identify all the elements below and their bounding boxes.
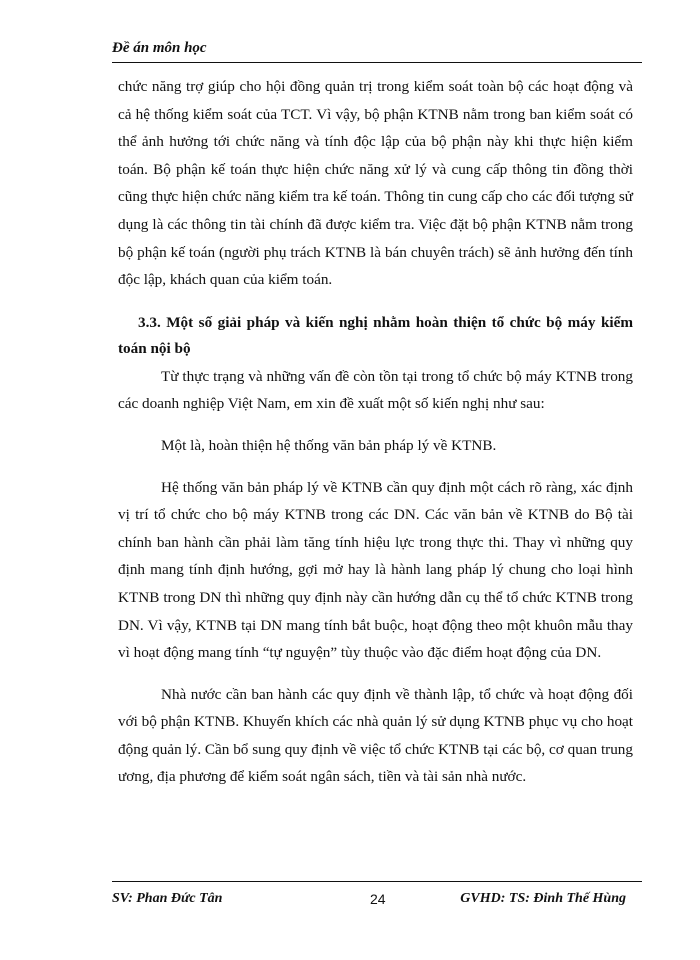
page-header (112, 38, 642, 63)
paragraph-3: Một là, hoàn thiện hệ thống văn bản pháp lý về KTNB. (161, 436, 497, 454)
document-body (118, 73, 633, 791)
page-footer (112, 881, 642, 908)
page-number: 24 (370, 891, 386, 907)
paragraph-4: Hệ thống văn bản pháp lý về KTNB cần quy định một cách rõ ràng, xác định vị trí tổ chức cho bộ máy KTNB trong các DN. Các văn bản về KTNB do Bộ tài chính ban hành cần phải làm tăng tính hiệu lực trong thực thi. Thay vì những quy định mang tính định hướng, gợi mở hay là hành lang pháp lý chung cho loại hình KTNB trong DN thì những quy định này cần hướng dẫn cụ thể tổ chức KTNB trong DN. Vì vậy, KTNB tại DN mang tính bắt buộc, hoạt động theo một khuôn mẫu thay vì hoạt động mang tính “tự nguyện” tùy thuộc vào đặc điểm hoạt động của DN. (118, 478, 633, 662)
paragraph-5: Nhà nước cần ban hành các quy định về thành lập, tổ chức và hoạt động đối với bộ phận KTNB. Khuyến khích các nhà quản lý sử dụng KTNB phục vụ cho hoạt động quản lý. Cần bổ sung quy định về việc tổ chức KTNB tại các bộ, cơ quan trung ương, địa phương để kiểm soát ngân sách, tiền và tài sản nhà nước. (118, 685, 633, 786)
footer-advisor: GVHD: TS: Đinh Thế Hùng (460, 891, 626, 906)
paragraph-2: Từ thực trạng và những vấn đề còn tồn tại trong tổ chức bộ máy KTNB trong các doanh nghiệp Việt Nam, em xin đề xuất một số kiến nghị như sau: (118, 367, 633, 413)
header-title: Đề án môn học (112, 40, 207, 56)
section-heading: 3.3. Một số giải pháp và kiến nghị nhằm hoàn thiện tổ chức bộ máy kiểm toán nội bộ (118, 313, 633, 358)
footer-student: SV: Phan Đức Tân (112, 891, 223, 906)
paragraph-1: chức năng trợ giúp cho hội đồng quản trị trong kiểm soát toàn bộ các hoạt động và cả hệ thống kiểm soát của TCT. Vì vậy, bộ phận KTNB nằm trong ban kiểm soát có thể ảnh hưởng tới chức năng và tính độc lập của bộ phận này khi thực hiện kiểm toán. Bộ phận kế toán thực hiện chức năng xử lý và cung cấp thông tin đồng thời cũng thực hiện chức năng kiểm tra kế toán. Thông tin cung cấp cho các đối tượng sử dụng là các thông tin tài chính đã được kiểm tra. Việc đặt bộ phận KTNB nằm trong bộ phận kế toán (người phụ trách KTNB là bán chuyên trách) sẽ ảnh hưởng đến tính độc lập, khách quan của kiểm toán. (118, 78, 633, 289)
